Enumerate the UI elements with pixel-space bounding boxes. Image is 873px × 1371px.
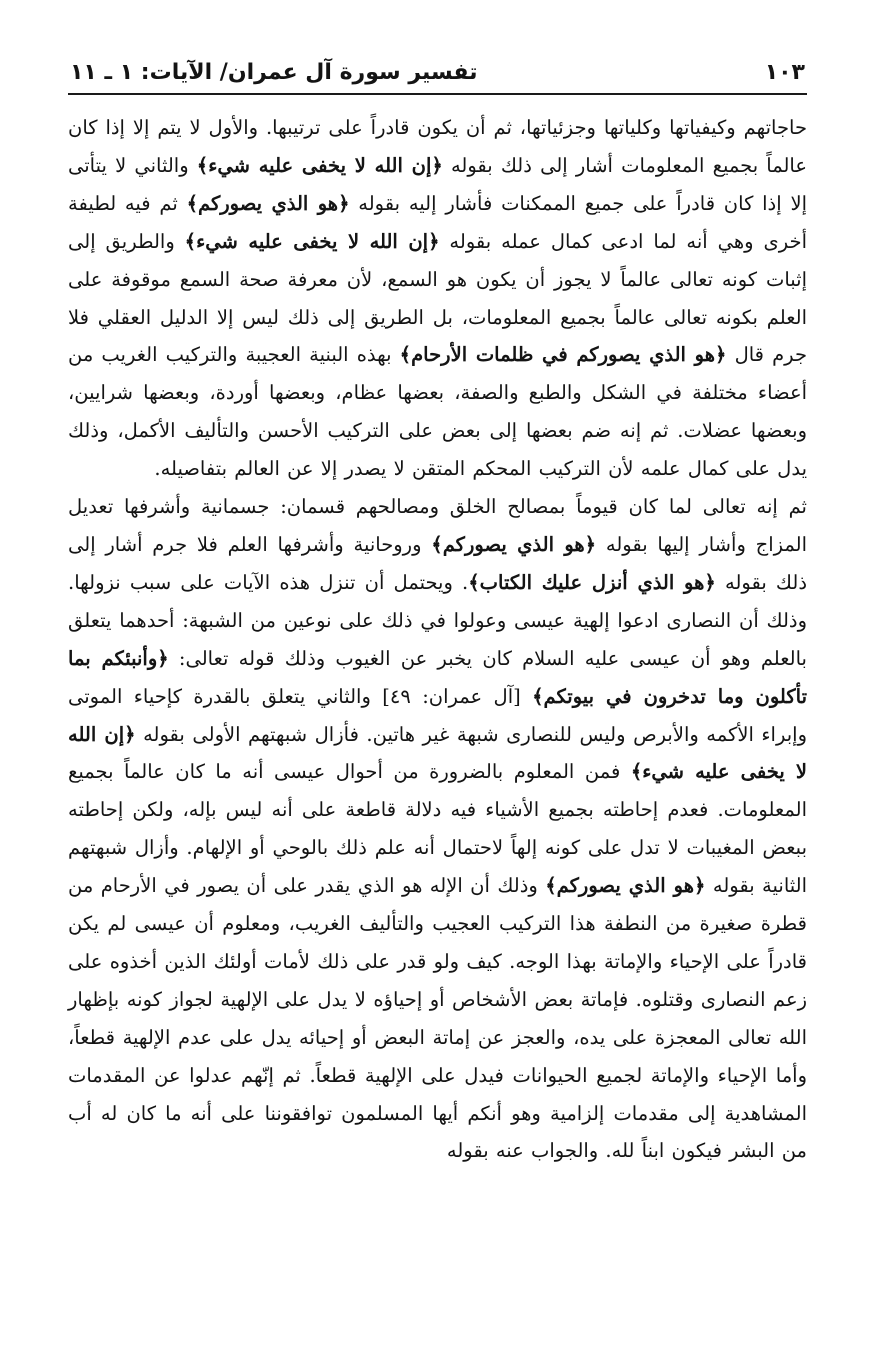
quran-verse-quote: ﴿هو الذي يصوركم في ظلمات الأرحام﴾: [399, 343, 727, 367]
commentary-text: بهذه البنية العجيبة والتركيب الغريب من أعضاء مختلفة في الشكل والطبع والصفة، بعضها عظام، وبعضها أوردة، وبعضها شرايين، وبعضها عضلات. ثم إنه ضم بعضها إلى بعض على التركيب الأحسن والتأليف الأكمل، وذلك يدل على كمال علمه لأن التركيب المحكم المتقن لا يصدر إلا عن العالم بتفاصيله.: [68, 343, 807, 481]
commentary-text: والثاني لا يتأتى إلا إذا كان قادراً على جميع الممكنات فأشار إليه بقوله: [68, 153, 807, 215]
running-title: تفسير سورة آل عمران/ الآيات: ١ ـ ١١: [70, 60, 478, 85]
running-header: [68, 60, 807, 91]
commentary-text: حاجاتهم وكيفياتها وكلياتها وجزئياتها، ثم أن يكون قادراً على ترتيبها. والأول لا يتم إلا إذا كان عالماً بجميع المعلومات أشار إلى ذلك بقوله: [68, 116, 808, 177]
quran-verse-quote: ﴿هو الذي يصوركم﴾: [545, 874, 706, 898]
paragraph: [68, 109, 807, 488]
quran-verse-quote: ﴿وأنبئكم بما تأكلون وما تدخرون في بيوتكم﴾: [68, 646, 808, 708]
commentary-text: وذلك أن الإله هو الذي يقدر على أن يصور في الأرحام من قطرة صغيرة من النطفة هذا التركيب العجيب والتأليف الغريب، ومعلوم أن عيسى لم يكن قادراً على الإحياء والإماتة بهذا الوجه. كيف ولو قدر على ذلك لأمات أولئك الذين أخذوه على زعم النصارى وقتلوه. فإماتة بعض الأشخاص أو إحياؤه لا يدل على الإلهية لجواز كونه بإظهار الله تعالى المعجزة على يده، والعجز عن إماتة البعض أو إحيائه يدل على عدم الإلهية قطعاً، وأما الإحياء والإماتة لجميع الحيوانات فيدل على الإلهية قطعاً. ثم إنّهم عدلوا عن المقدمات المشاهدية إلى مقدمات إلزامية وهو أنكم أيها المسلمون توافقوننا على أنه ما كان له أب من البشر فيكون ابناً لله. والجواب عنه بقوله: [68, 874, 807, 1163]
commentary-text: فمن المعلوم بالضرورة من أحوال عيسى أنه ما كان عالماً بجميع المعلومات. فعدم إحاطته بجميع الأشياء فيه دلالة قاطعة على أنه ليس بإله، ولكن إحاطته ببعض المغيبات لا تدل على كونه إلهاً لاحتمال أنه علم ذلك بالوحي أو الإلهام. وأزال شبهتهم الثانية بقوله: [68, 760, 808, 898]
quran-verse-quote: ﴿إن الله لا يخفى عليه شيء﴾: [68, 722, 807, 784]
commentary-text: ثم إنه تعالى لما كان قيوماً بمصالح الخلق ومصالحهم قسمان: جسمانية وأشرفها تعديل المزاج وأشار إليها بقوله: [68, 495, 808, 556]
tafsir-body-text: [68, 109, 807, 1170]
book-page: [68, 60, 807, 1170]
quran-verse-quote: ﴿إن الله لا يخفى عليه شيء﴾: [184, 229, 440, 253]
quran-verse-quote: ﴿إن الله لا يخفى عليه شيء﴾: [196, 153, 443, 177]
page-number: ١٠٣: [764, 60, 805, 85]
quran-verse-quote: ﴿هو الذي يصوركم﴾: [186, 191, 350, 215]
commentary-text: [آل عمران: ٤٩] والثاني يتعلق بالقدرة كإحياء الموتى وإبراء الأكمه والأبرص وليس للنصارى شبهة غير هاتين. فأزال شبهتهم الأولى بقوله: [68, 684, 807, 746]
paragraph: [68, 488, 807, 1170]
header-divider: [68, 93, 807, 95]
commentary-text: والطريق إلى إثبات كونه تعالى عالماً لا يجوز أن يكون هو السمع، لأن معرفة صحة السمع موقوفة على العلم بكونه تعالى عالماً بجميع المعلومات، بل الطريق إلى ذلك ليس إلا الدليل العقلي فلا جرم قال: [68, 229, 807, 367]
commentary-text: وروحانية وأشرفها العلم فلا جرم أشار إلى ذلك بقوله: [68, 532, 807, 594]
commentary-text: . ويحتمل أن تنزل هذه الآيات على سبب نزولها. وذلك أن النصارى ادعوا إلهية عيسى وعولوا في ذلك على نوعين من الشبهة: أحدهما يتعلق بالعلم وهو أن عيسى عليه السلام كان يخبر عن الغيوب وذلك قوله تعالى:: [68, 570, 807, 670]
quran-verse-quote: ﴿هو الذي أنزل عليك الكتاب﴾: [468, 570, 716, 594]
commentary-text: ثم فيه لطيفة أخرى وهي أنه لما ادعى كمال عمله بقوله: [68, 191, 807, 253]
quran-verse-quote: ﴿هو الذي يصوركم﴾: [431, 532, 597, 556]
